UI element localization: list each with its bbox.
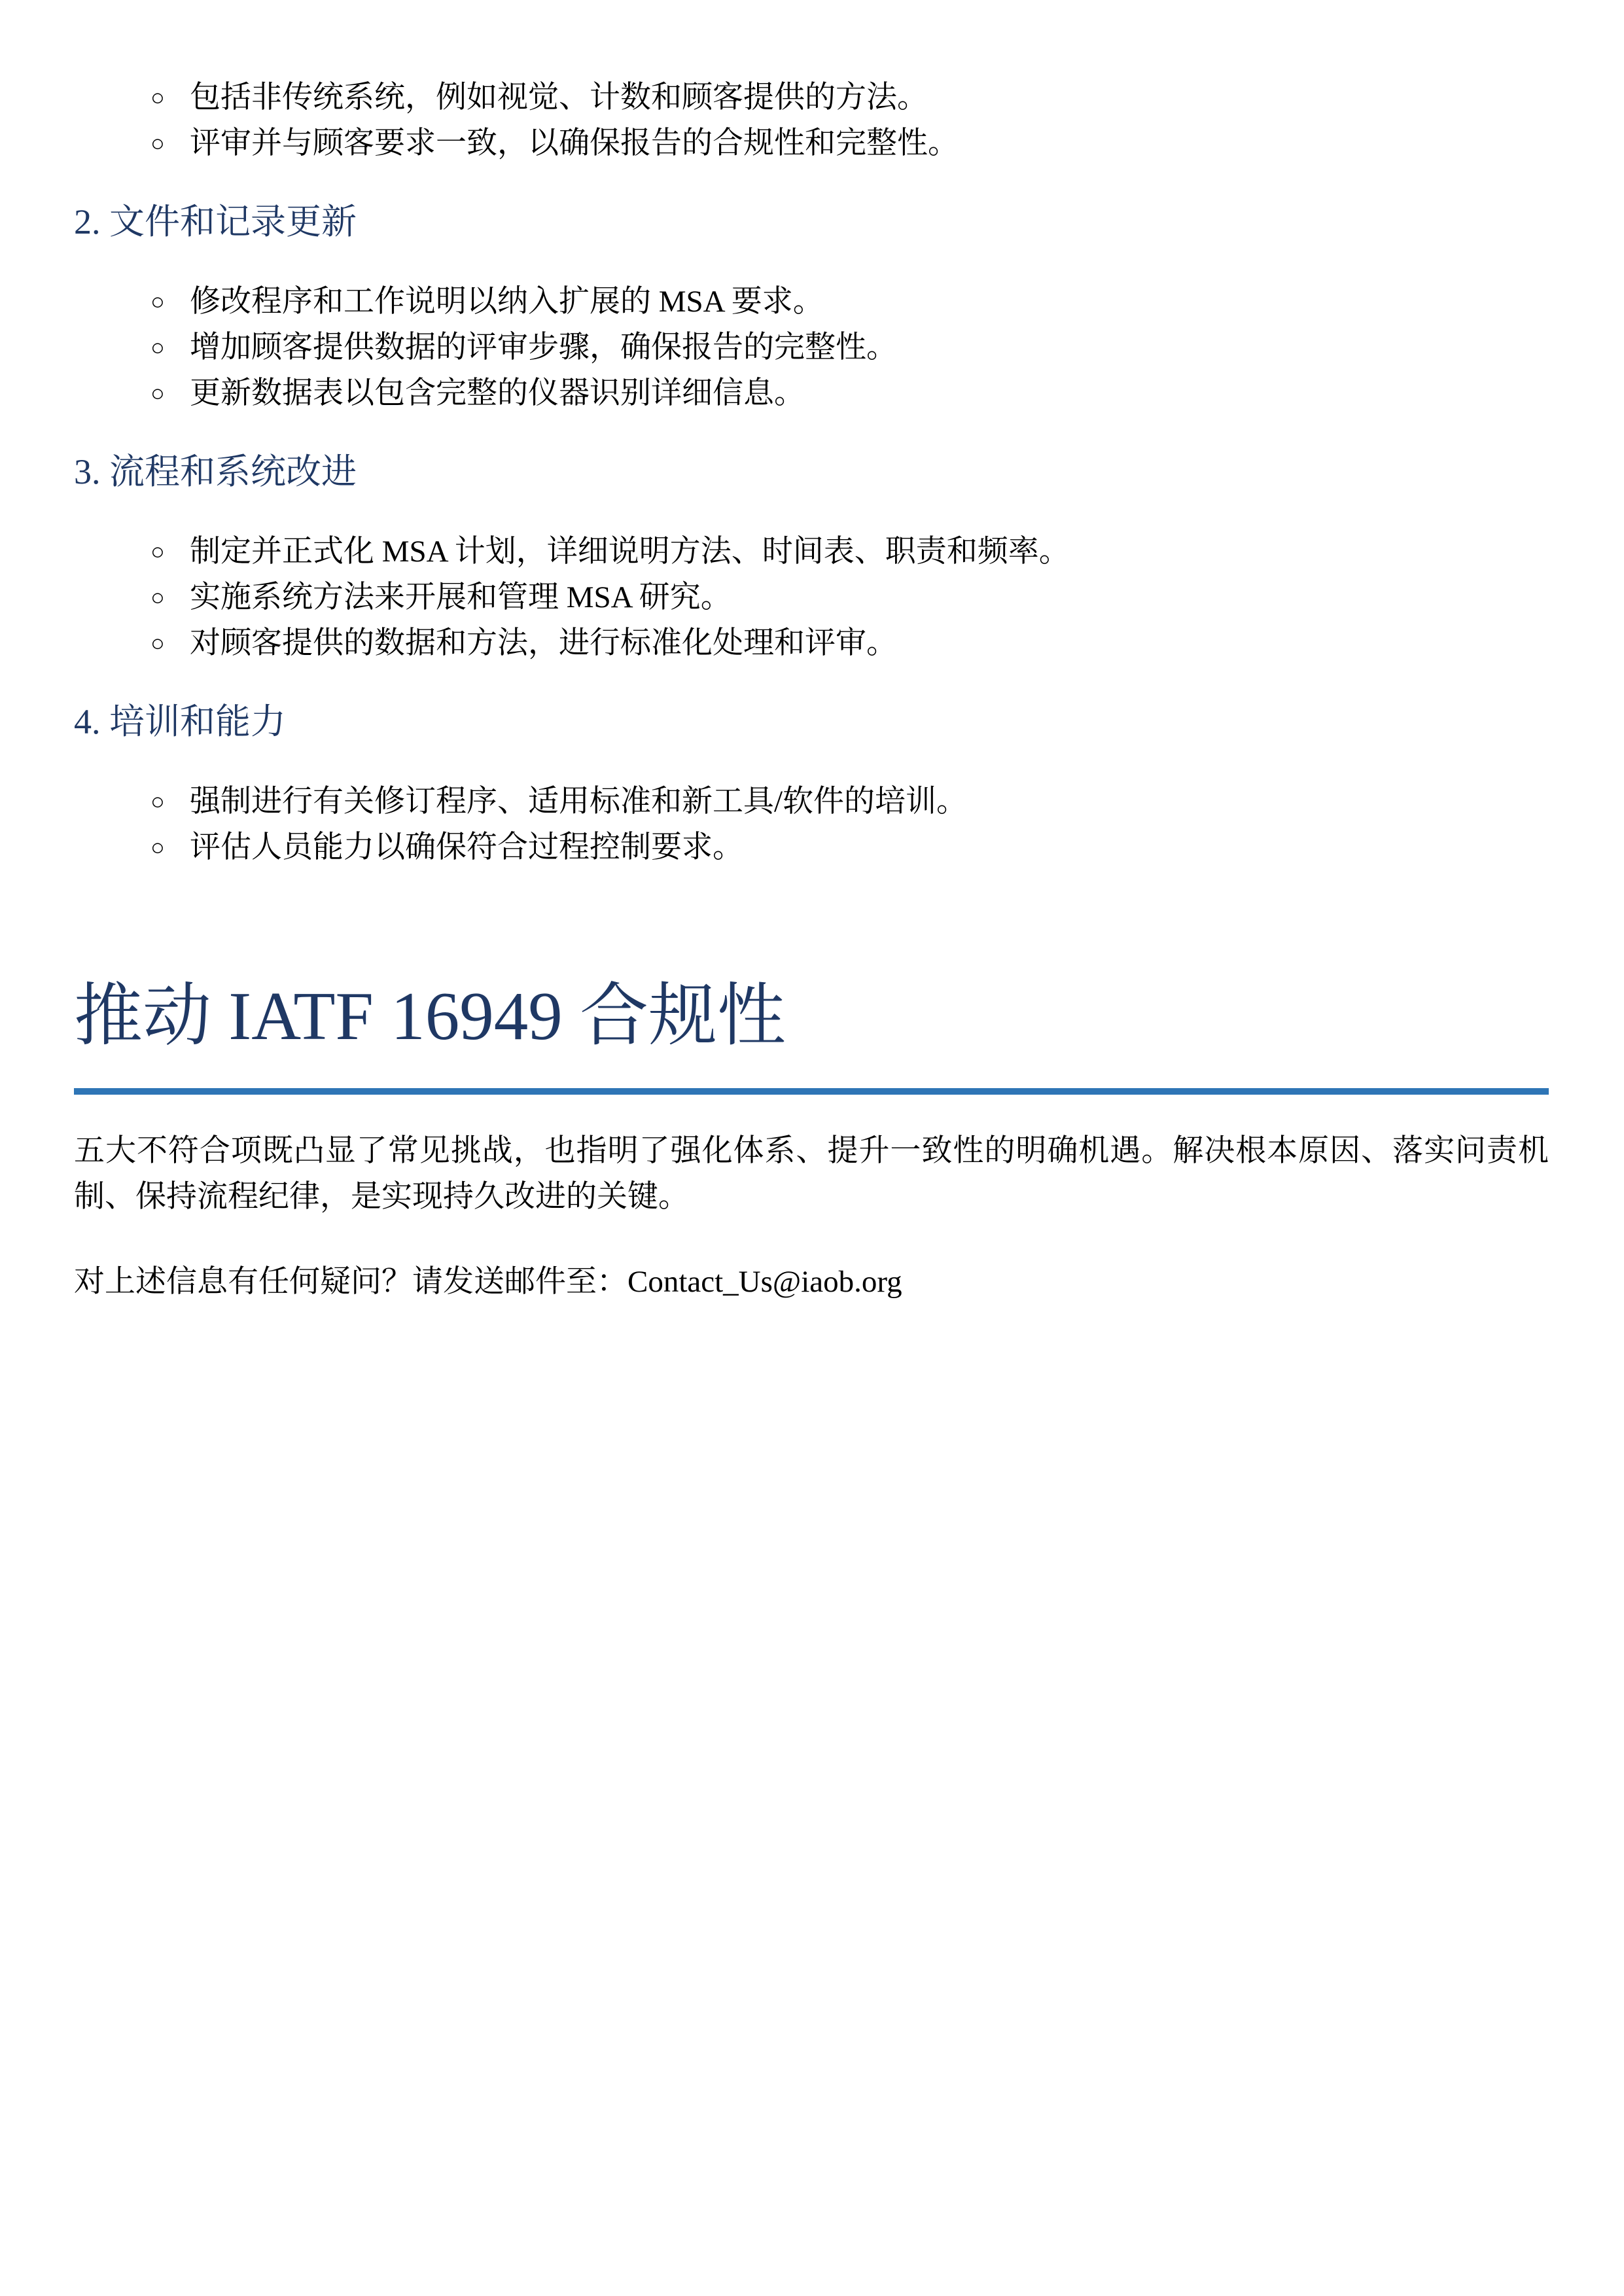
page-title: 推动 IATF 16949 合规性 xyxy=(74,978,786,1054)
list-item-text: 更新数据表以包含完整的仪器识别详细信息。 xyxy=(190,376,805,410)
section-heading-documents-records: 2. 文件和记录更新 xyxy=(74,202,357,241)
section-bullet-list xyxy=(74,279,1549,416)
section-heading-training-competence: 4. 培训和能力 xyxy=(74,702,286,741)
circle-bullet-icon: ○ xyxy=(150,380,165,406)
circle-bullet-icon: ○ xyxy=(150,84,165,111)
list-item-text: 强制进行有关修订程序、适用标准和新工具/软件的培训。 xyxy=(190,785,968,819)
circle-bullet-icon: ○ xyxy=(150,584,165,610)
section-bullet-list xyxy=(74,779,1549,870)
list-item xyxy=(74,279,1549,325)
circle-bullet-icon: ○ xyxy=(150,834,165,860)
list-item-text: 对顾客提供的数据和方法，进行标准化处理和评审。 xyxy=(190,626,897,660)
circle-bullet-icon: ○ xyxy=(150,788,165,815)
list-item-text: 评审并与顾客要求一致，以确保报告的合规性和完整性。 xyxy=(190,126,959,160)
circle-bullet-icon: ○ xyxy=(150,130,165,156)
intro-bullet-list xyxy=(74,75,1549,166)
list-item xyxy=(74,75,1549,120)
circle-bullet-icon: ○ xyxy=(150,630,165,656)
section-heading-process-system: 3. 流程和系统改进 xyxy=(74,452,357,491)
list-item xyxy=(74,120,1549,166)
list-item xyxy=(74,370,1549,416)
list-item xyxy=(74,779,1549,824)
list-item xyxy=(74,620,1549,666)
list-item xyxy=(74,529,1549,574)
circle-bullet-icon: ○ xyxy=(150,334,165,361)
section-bullet-list xyxy=(74,529,1549,666)
circle-bullet-icon: ○ xyxy=(150,539,165,565)
list-item-text: 包括非传统系统，例如视觉、计数和顾客提供的方法。 xyxy=(190,80,928,115)
list-item-text: 修改程序和工作说明以纳入扩展的 MSA 要求。 xyxy=(190,285,824,319)
list-item-text: 制定并正式化 MSA 计划，详细说明方法、时间表、职责和频率。 xyxy=(190,535,1070,569)
list-item-text: 增加顾客提供数据的评审步骤，确保报告的完整性。 xyxy=(190,330,897,364)
title-underline-rule xyxy=(74,1088,1549,1095)
circle-bullet-icon: ○ xyxy=(150,289,165,315)
list-item xyxy=(74,574,1549,620)
list-item xyxy=(74,325,1549,370)
contact-line: 对上述信息有任何疑问？请发送邮件至：Contact_Us@iaob.org xyxy=(74,1265,902,1299)
list-item-text: 评估人员能力以确保符合过程控制要求。 xyxy=(190,830,743,864)
list-item-text: 实施系统方法来开展和管理 MSA 研究。 xyxy=(190,580,732,614)
summary-paragraph: 五大不符合项既凸显了常见挑战，也指明了强化体系、提升一致性的明确机遇。解决根本原因、落实问责机制、保持流程纪律，是实现持久改进的关键。 xyxy=(74,1134,1549,1214)
list-item xyxy=(74,824,1549,870)
